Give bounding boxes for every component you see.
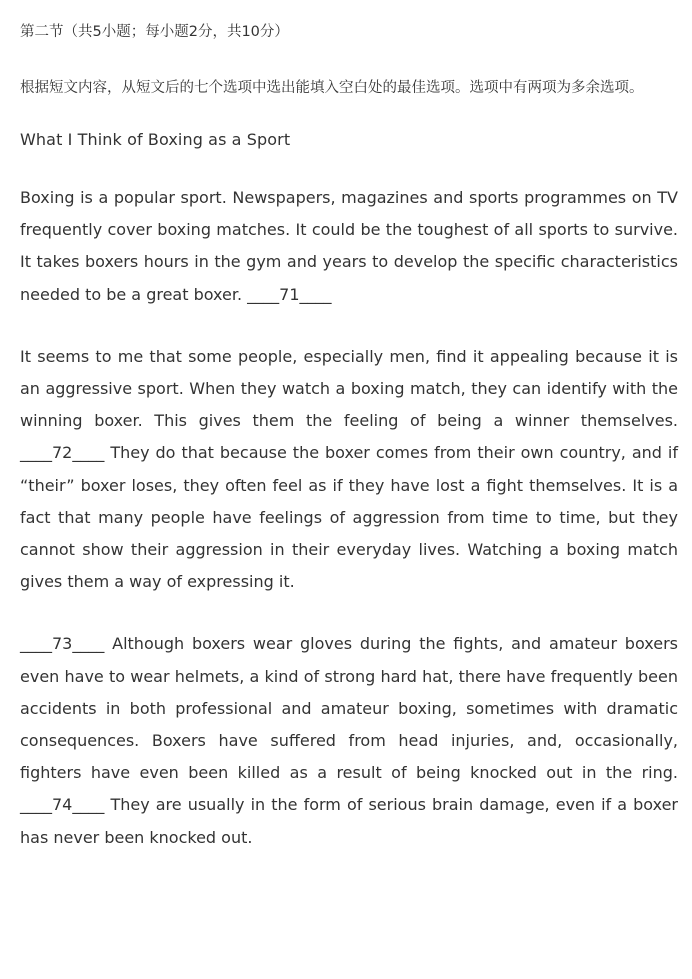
passage-paragraph-1: Boxing is a popular sport. Newspapers, magazines and sports programmes on TV frequently cover boxing matches. It could be the toughest of all sports to survive. It takes boxers hours in the gym and years to develop the specific characteristics needed to be a great boxer. ____71____ <box>20 188 678 304</box>
passage-paragraph-2: It seems to me that some people, especially men, find it appealing because it is an aggressive sport. When they watch a boxing match, they can identify with the winning boxer. This gives them the feeling of being a winner themselves. ____72____ They do that because the boxer comes from their own country, and if “their” boxer loses, they often feel as if they have lost a fight themselves. It is a fact that many people have feelings of aggression from time to time, but they cannot show their aggression in their everyday lives. Watching a boxing match gives them a way of expressing it. <box>20 346 678 592</box>
passage-paragraph-3: ____73____ Although boxers wear gloves during the fights, and amateur boxers even have to wear helmets, a kind of strong hard hat, there have frequently been accidents in both professional and amateur boxing, sometimes with dramatic consequences. Boxers have suffered from head injuries, and, occasionally, fighters have even been killed as a result of being knocked out in the ring. ____74____ They are usually in the form of serious brain damage, even if a boxer has never been knocked out. <box>20 634 678 847</box>
document <box>20 0 678 854</box>
instruction-text: 根据短文内容，从短文后的七个选项中选出能填入空白处的最佳选项。选项中有两项为多余选项。 <box>20 80 644 96</box>
passage-title: What I Think of Boxing as a Sport <box>20 130 291 149</box>
section-header: 第二节（共5小题；每小题2分，共10分） <box>20 24 289 40</box>
